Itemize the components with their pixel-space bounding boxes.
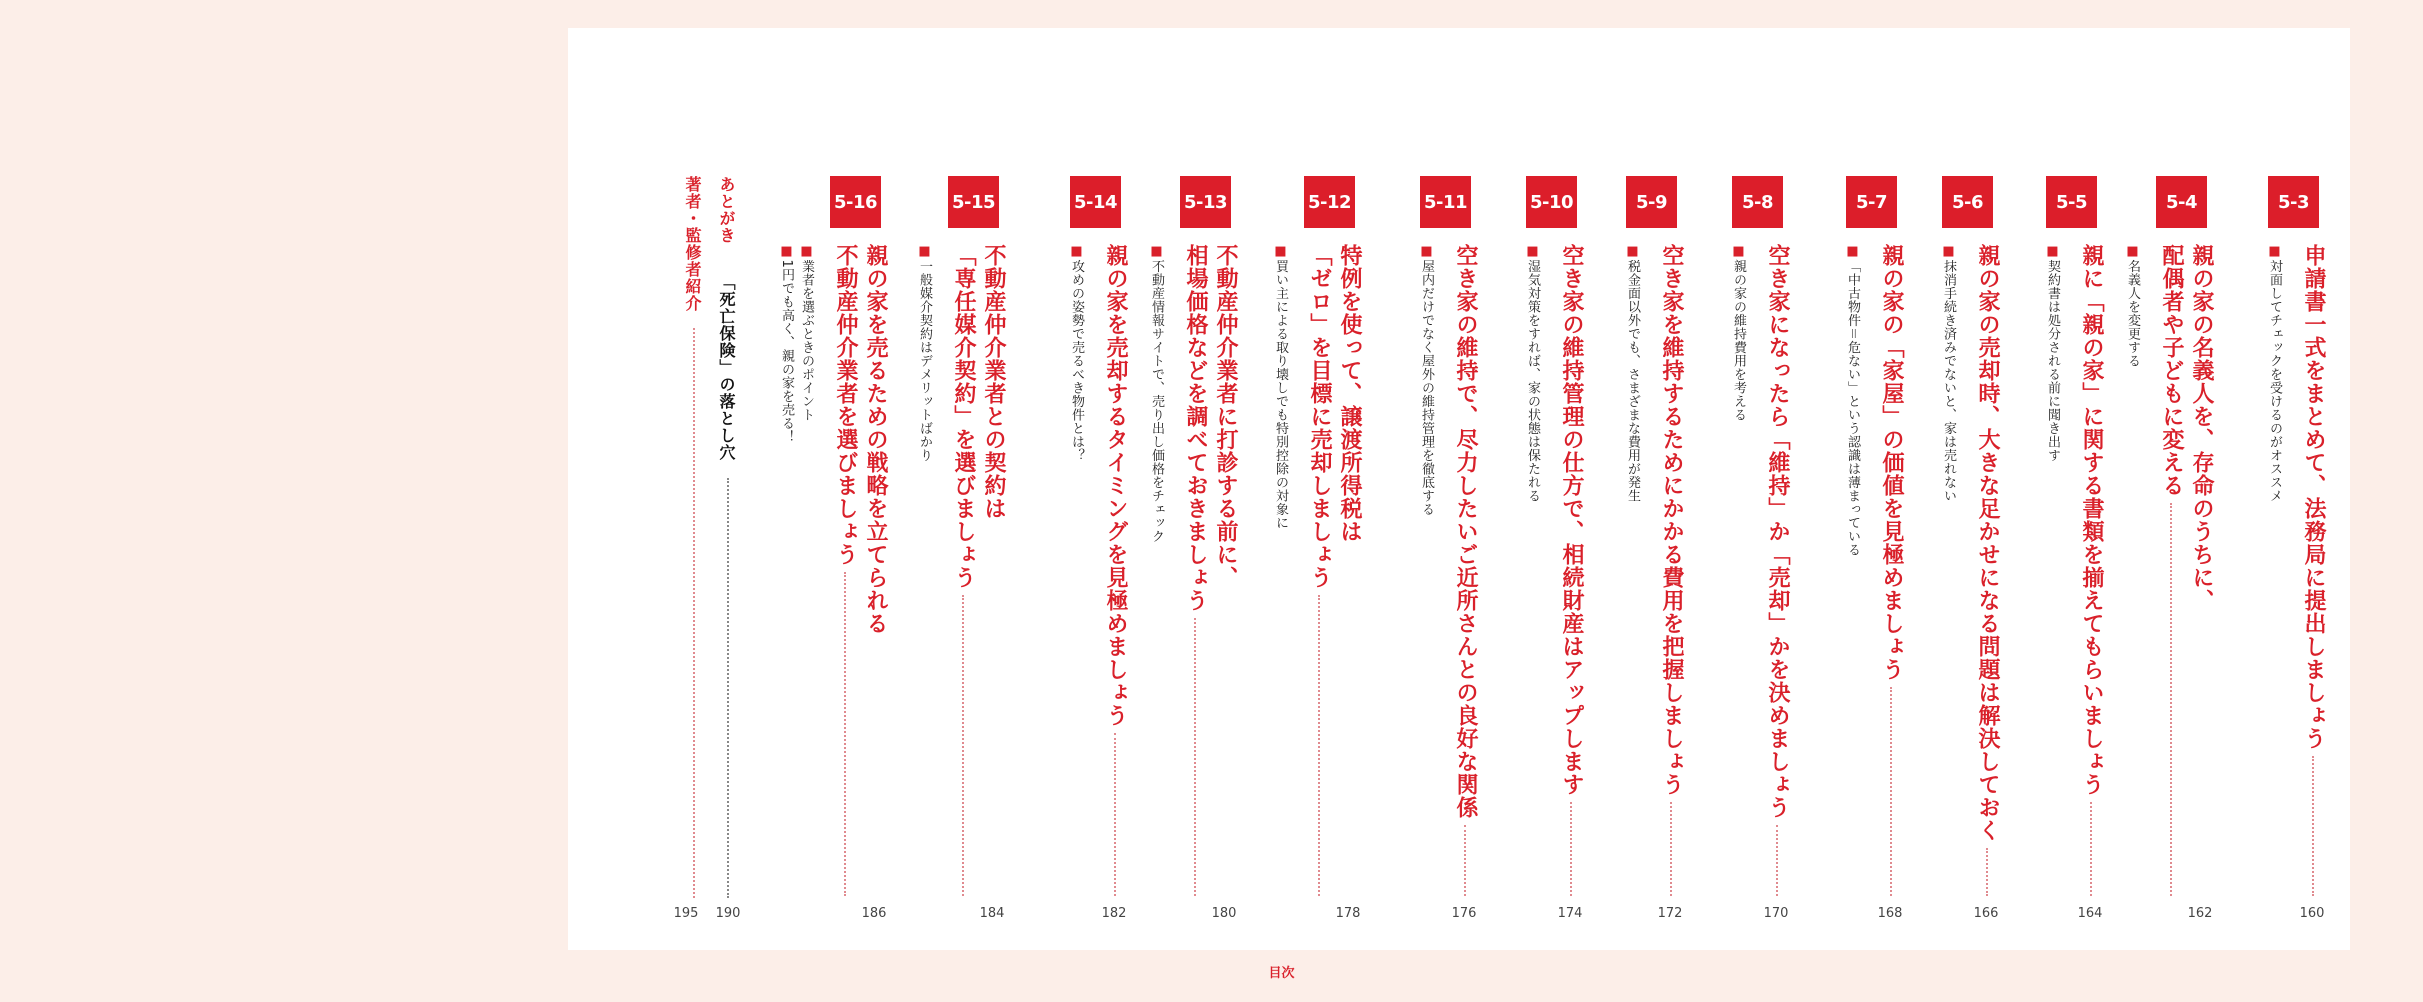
section-number-badge: 5-4 <box>2156 176 2207 228</box>
entry-title: 親の家の売却時、大きな足かせになる問題は解決しておく <box>1975 244 2000 842</box>
entry-point: ■税金面以外でも、さまざまな費用が発生 <box>1625 244 1640 503</box>
page-number: 174 <box>1557 906 1583 921</box>
entry-point: ■契約書は処分される前に聞き出す <box>2045 244 2060 462</box>
dotted-leader <box>2170 503 2172 896</box>
page-number: 162 <box>2187 906 2213 921</box>
page-number: 176 <box>1451 906 1477 921</box>
section-number-badge: 5-16 <box>830 176 881 228</box>
dotted-leader <box>1464 825 1466 896</box>
toc-entry[interactable] <box>1732 28 1802 950</box>
entry-title: 申請書一式をまとめて、法務局に提出しましょう <box>2301 244 2326 750</box>
dotted-leader <box>693 328 695 898</box>
toc-entry[interactable] <box>1149 28 1250 950</box>
bullet-square-icon: ■ <box>1731 244 1746 260</box>
afterword-label: あとがき <box>717 176 736 244</box>
bullet-square-icon: ■ <box>1419 244 1434 260</box>
bullet-square-icon: ■ <box>1273 244 1288 260</box>
page-number: 168 <box>1877 906 1903 921</box>
page-number: 166 <box>1973 906 1999 921</box>
dotted-leader <box>1570 802 1572 896</box>
bullet-square-icon: ■ <box>1941 244 1956 260</box>
entry-point: ■攻めの姿勢で売るべき物件とは？ <box>1069 244 1084 462</box>
toc-entry[interactable] <box>1273 28 1374 950</box>
entry-title: 空き家の維持管理の仕方で、相続財産はアップします <box>1559 244 1584 796</box>
toc-entry[interactable] <box>1526 28 1596 950</box>
dotted-leader <box>1890 687 1892 896</box>
entry-title: 不動産仲介業者との契約は <box>981 244 1006 520</box>
entry-point: ■1円でも高く、親の家を売る！ <box>779 244 794 444</box>
entry-point: ■湿気対策をすれば、家の状態は保たれる <box>1525 244 1540 503</box>
bullet-square-icon: ■ <box>917 244 932 260</box>
dotted-leader <box>1114 733 1116 896</box>
section-number-badge: 5-10 <box>1526 176 1577 228</box>
toc-entry[interactable] <box>1420 28 1490 950</box>
page-number: 178 <box>1335 906 1361 921</box>
dotted-leader <box>1670 802 1672 896</box>
toc-entry-profile[interactable] <box>648 28 702 950</box>
entry-title: 親の家の名義人を、存命のうちに、 <box>2189 244 2214 612</box>
entry-point: ■不動産情報サイトで、売り出し価格をチェック <box>1149 244 1164 543</box>
bullet-square-icon: ■ <box>1525 244 1540 260</box>
bullet-square-icon: ■ <box>1625 244 1640 260</box>
dotted-leader <box>2312 756 2314 896</box>
dotted-leader <box>962 595 964 896</box>
dotted-leader <box>727 478 729 898</box>
toc-entry[interactable] <box>917 28 1018 950</box>
entry-point: ■業者を選ぶときのポイント <box>799 244 814 422</box>
page-number: 190 <box>715 906 741 921</box>
page-number: 186 <box>861 906 887 921</box>
bullet-square-icon: ■ <box>1069 244 1084 260</box>
toc-entry[interactable] <box>779 28 900 950</box>
page-number: 180 <box>1211 906 1237 921</box>
entry-point: ■一般媒介契約はデメリットばかり <box>917 244 932 462</box>
entry-title: 空き家になったら「維持」か「売却」かを決めましょう <box>1765 244 1790 819</box>
entry-title: 親の家の「家屋」の価値を見極めましょう <box>1879 244 1904 681</box>
toc-entry[interactable] <box>1070 28 1140 950</box>
section-number-badge: 5-8 <box>1732 176 1783 228</box>
entry-point: ■「中古物件＝危ない」という認識は薄まっている <box>1845 244 1860 557</box>
dotted-leader <box>1776 825 1778 896</box>
entry-title: 相場価格などを調べておきましょう <box>1183 244 1208 612</box>
entry-title: 不動産仲介業者に打診する前に、 <box>1213 244 1238 589</box>
entry-point: ■抹消手続き済みでないと、家は売れない <box>1941 244 1956 503</box>
entry-title: 不動産仲介業者を選びましょう <box>833 244 858 566</box>
bullet-square-icon: ■ <box>2267 244 2282 260</box>
entry-title: 配偶者や子どもに変える <box>2159 244 2184 497</box>
entry-title: 「専任媒介契約」を選びましょう <box>951 244 976 589</box>
page-number: 170 <box>1763 906 1789 921</box>
bullet-square-icon: ■ <box>1845 244 1860 260</box>
page-number: 182 <box>1101 906 1127 921</box>
dotted-leader <box>2090 802 2092 896</box>
bullet-square-icon: ■ <box>1149 244 1164 260</box>
toc-entry[interactable] <box>1626 28 1696 950</box>
entry-title: 空き家の維持で、尽力したいご近所さんとの良好な関係 <box>1453 244 1478 819</box>
dotted-leader <box>844 572 846 896</box>
bullet-square-icon: ■ <box>2045 244 2060 260</box>
entry-title: 「ゼロ」を目標に売却しましょう <box>1307 244 1332 589</box>
entry-point: ■買い主による取り壊しでも特別控除の対象に <box>1273 244 1288 530</box>
entry-point: ■名義人を変更する <box>2125 244 2140 368</box>
entry-point: ■屋内だけでなく屋外の維持管理を徹底する <box>1419 244 1434 516</box>
bullet-square-icon: ■ <box>799 244 814 260</box>
page-number: 195 <box>673 906 699 921</box>
afterword-title: 「死亡保険」の落とし穴 <box>717 274 736 461</box>
section-number-badge: 5-14 <box>1070 176 1121 228</box>
dotted-leader <box>1986 848 1988 896</box>
page-number: 160 <box>2299 906 2325 921</box>
entry-title: 親に「親の家」に関する書類を揃えてもらいましょう <box>2079 244 2104 796</box>
entry-title: 親の家を売るための戦略を立てられる <box>863 244 888 635</box>
section-number-badge: 5-13 <box>1180 176 1231 228</box>
entry-title: 空き家を維持するためにかかる費用を把握しましょう <box>1659 244 1684 796</box>
toc-page <box>568 28 2350 950</box>
toc-entry[interactable] <box>2268 28 2338 950</box>
entry-point: ■対面してチェックを受けるのがオススメ <box>2267 244 2282 503</box>
entry-title: 親の家を売却するタイミングを見極めましょう <box>1103 244 1128 727</box>
section-number-badge: 5-3 <box>2268 176 2319 228</box>
bullet-square-icon: ■ <box>779 244 794 260</box>
toc-entry[interactable] <box>2125 28 2226 950</box>
toc-entry[interactable] <box>2046 28 2116 950</box>
footer-label: 目次 <box>1268 966 1295 981</box>
dotted-leader <box>1194 618 1196 896</box>
section-number-badge: 5-12 <box>1304 176 1355 228</box>
section-number-badge: 5-11 <box>1420 176 1471 228</box>
page-number: 172 <box>1657 906 1683 921</box>
page-number: 164 <box>2077 906 2103 921</box>
entry-title: 特例を使って、譲渡所得税は <box>1337 244 1362 543</box>
page-footer <box>0 962 2423 981</box>
bullet-square-icon: ■ <box>2125 244 2140 260</box>
page-number: 184 <box>979 906 1005 921</box>
dotted-leader <box>1318 595 1320 896</box>
section-number-badge: 5-9 <box>1626 176 1677 228</box>
entry-point: ■親の家の維持費用を考える <box>1731 244 1746 422</box>
section-number-badge: 5-15 <box>948 176 999 228</box>
profile-label: 著者・監修者紹介 <box>683 176 702 312</box>
section-number-badge: 5-7 <box>1846 176 1897 228</box>
toc-entry[interactable] <box>1846 28 1916 950</box>
section-number-badge: 5-5 <box>2046 176 2097 228</box>
toc-entry[interactable] <box>1942 28 2012 950</box>
section-number-badge: 5-6 <box>1942 176 1993 228</box>
